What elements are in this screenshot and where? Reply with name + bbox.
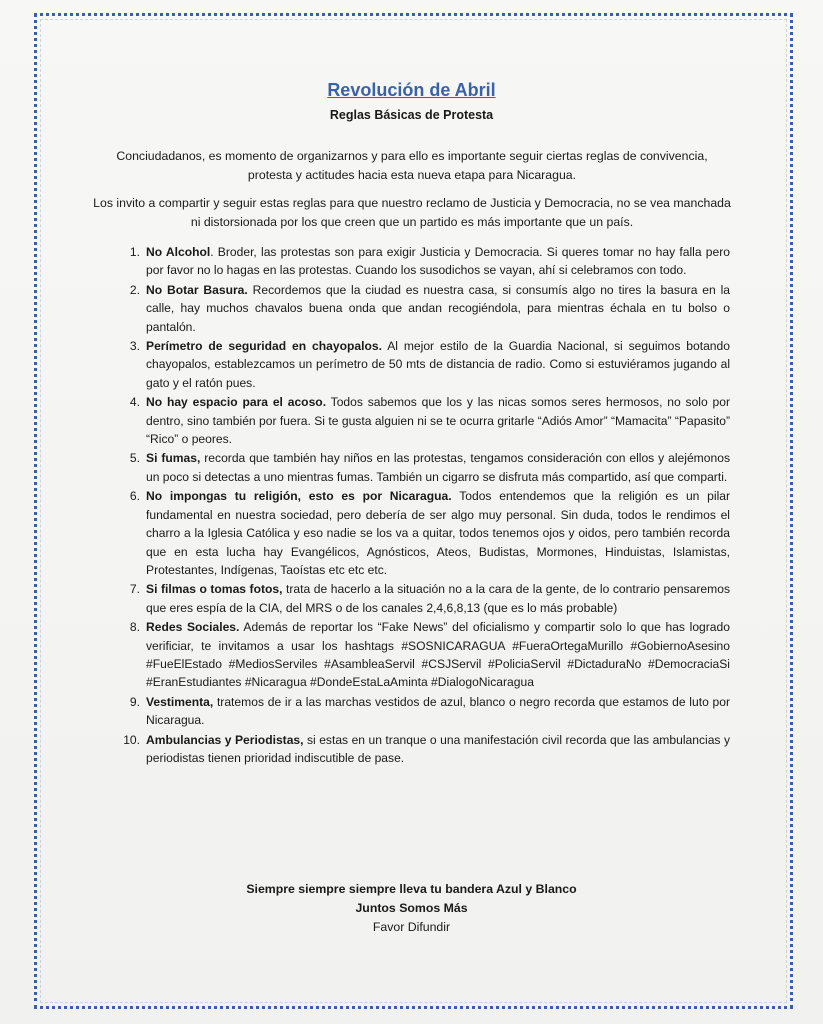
rules-list: [118, 243, 730, 768]
document-title: Revolución de Abril: [327, 80, 496, 100]
rule-item: [118, 449, 730, 486]
closing-line-flag: Siempre siempre siempre lleva tu bandera Azul y Blanco: [246, 882, 577, 896]
rule-number: 10.: [123, 732, 140, 747]
rule-item: [118, 731, 730, 768]
rule-text: Todos entendemos que la religión es un pilar fundamental en nuestra sociedad, pero debería de ser algo muy personal. Sin duda, todos le rendimos el charro a la Iglesia Católica y eso nadie se los va a quitar, todos tenemos ojos y oidos, pero también recorda que en esta lucha hay Evangélicos, Agnósticos, Ateos, Budistas, Mormones, Hinduistas, Islamistas, Protestantes, Indígenas, Taoístas etc etc etc.: [146, 489, 731, 577]
rule-heading: No hay espacio para el acoso.: [146, 395, 327, 410]
rule-item: [118, 337, 730, 392]
rule-text: Al mejor estilo de la Guardia Nacional, si seguimos botando chayopalos, establezcamos un perímetro de 50 mts de distancia de radio. Como si estuviéramos jugando al gato y el ratón pues.: [146, 339, 730, 390]
rule-item: [118, 693, 730, 730]
intro-paragraph-1: Conciudadanos, es momento de organizarnos y para ello es importante seguir ciertas reglas de convivencia, protesta y actitudes hacia esta nueva etapa para Nicaragua.: [116, 149, 708, 182]
rule-heading: No impongas tu religión, esto es por Nicaragua.: [146, 489, 452, 504]
closing-line-share: Favor Difundir: [372, 920, 451, 934]
rule-number: 7.: [129, 582, 140, 597]
rule-text: si estas en un tranque o una manifestación civil recorda que las ambulancias y periodistas tienen prioridad indiscutible de pase.: [146, 732, 730, 765]
rule-number: 3.: [129, 339, 140, 354]
rule-number: 8.: [129, 620, 140, 635]
rule-number: 9.: [129, 694, 140, 709]
rule-number: 5.: [129, 451, 140, 466]
rule-heading: Si filmas o tomas fotos,: [146, 582, 283, 597]
rule-heading: Si fumas,: [146, 451, 201, 466]
rule-heading: Redes Sociales.: [146, 620, 240, 635]
rule-text: tratemos de ir a las marchas vestidos de azul, blanco o negro recorda que estamos de luto por Nicaragua.: [146, 694, 730, 728]
rule-text: trata de hacerlo a la situación no a la cara de la gente, de lo contrario pensaremos que eres espía de la CIA, del MRS o de los canales 2,4,6,8,13 (que es lo más probable): [146, 582, 730, 615]
rule-item: [118, 243, 730, 280]
document-subtitle: Reglas Básicas de Protesta: [329, 108, 494, 122]
rule-item: [118, 618, 730, 692]
rule-item: [118, 487, 730, 579]
rule-item: [118, 393, 730, 448]
intro-paragraph-2: Los invito a compartir y seguir estas reglas para que nuestro reclamo de Justicia y Democracia, no se vea manchada ni distorsionada por los que creen que un partido es más importante que un país.: [93, 196, 731, 229]
rule-heading: No Botar Basura.: [146, 282, 248, 297]
rule-text: Todos sabemos que los y las nicas somos seres hermosos, no solo por dentro, sino también por fuera. Si te gusta alguien ni se te ocurra gritarle “Adiós Amor” “Mamacita” “Papasito” “Rico” o peores.: [146, 395, 731, 447]
rule-heading: Ambulancias y Periodistas,: [146, 732, 304, 747]
rule-text: Recordemos que la ciudad es nuestra casa, si consumís algo no tires la basura en la calle, hay muchos chavalos buena onda que andan recogiéndola, para mientras échala en tu bolso o pantalón.: [146, 282, 730, 334]
rule-text: Además de reportar los “Fake News” del oficialismo y compartir solo lo que has logrado verificiar, te invitamos a usar los hashtags #SOSNICARAGUA #FueraOrtegaMurillo #GobiernoAsesino #FueElEstado #MediosServiles #AsambleaServil #CSJServil #PoliciaServil #DictaduraNo #DemocraciaSi #EranEstudiantes #Nicaragua #DondeEstaLaAminta #DialogoNicaragua: [146, 620, 730, 690]
closing-line-together: Juntos Somos Más: [355, 901, 468, 915]
rule-number: 1.: [129, 245, 140, 259]
rule-text: recorda que también hay niños en las protestas, tengamos consideración con ellos y alejémonos un poco si detectas a uno mientras fumas. También un cigarro se disfruta más compartido, así que comparti.: [146, 451, 730, 484]
rule-item: [118, 281, 730, 336]
rule-heading: Perímetro de seguridad en chayopalos.: [146, 339, 382, 354]
rule-number: 6.: [129, 489, 140, 504]
rule-text: . Broder, las protestas son para exigir Justicia y Democracia. Si queres tomar no hay falla pero por favor no lo hagas en las protestas. Cuando los susodichos se vayan, ahí si celebramos con todo.: [146, 245, 730, 278]
rule-heading: No Alcohol: [146, 245, 211, 259]
rule-item: [118, 580, 730, 617]
rule-number: 4.: [129, 395, 140, 410]
rule-number: 2.: [129, 282, 140, 297]
rule-heading: Vestimenta,: [146, 694, 214, 709]
